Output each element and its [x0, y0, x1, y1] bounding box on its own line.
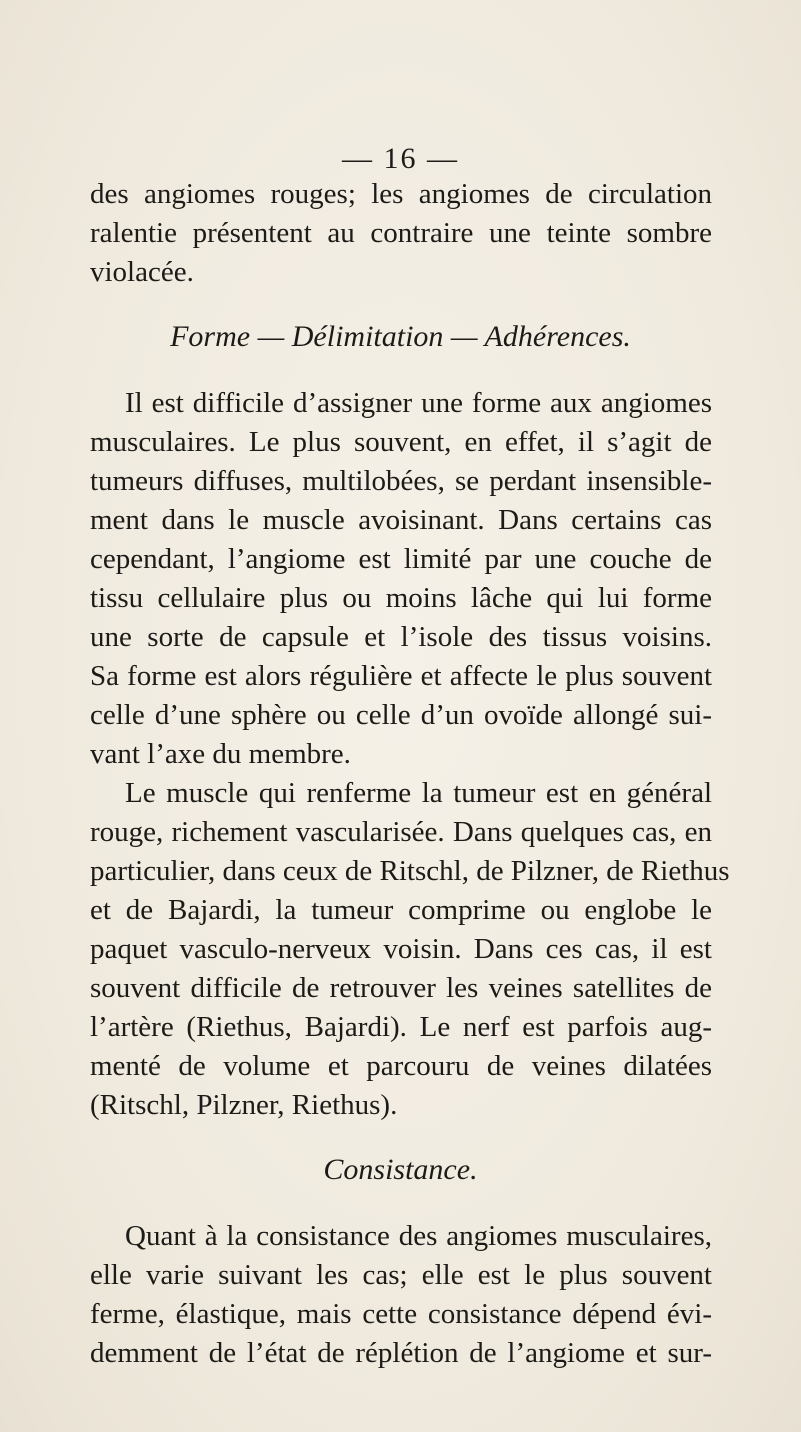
section-heading-forme: Forme — Délimitation — Adhérences. — [170, 320, 631, 353]
text-line: musculaires. Le plus souvent, en effet, il s’agit de — [90, 426, 712, 458]
text-line: demment de l’état de réplétion de l’angiome et sur- — [90, 1337, 712, 1369]
text-line: des angiomes rouges; les angiomes de circulation — [90, 178, 712, 210]
text-line: cependant, l’angiome est limité par une couche de — [90, 543, 712, 575]
text-line: (Ritschl, Pilzner, Riethus). — [90, 1089, 398, 1121]
text-line: elle varie suivant les cas; elle est le plus souvent — [90, 1259, 712, 1291]
page-number: — 16 — — [342, 142, 459, 175]
text-line: ment dans le muscle avoisinant. Dans certains cas — [90, 504, 712, 536]
text-line: Le muscle qui renferme la tumeur est en général — [125, 777, 712, 809]
text-line: particulier, dans ceux de Ritschl, de Pilzner, de Riethus — [90, 855, 730, 887]
text-line: ralentie présentent au contraire une teinte sombre — [90, 217, 712, 249]
section-heading-consistance: Consistance. — [323, 1153, 478, 1186]
text-line: celle d’une sphère ou celle d’un ovoïde allongé sui- — [90, 699, 712, 731]
text-line: menté de volume et parcouru de veines dilatées — [90, 1050, 712, 1082]
text-line: vant l’axe du membre. — [90, 738, 351, 770]
text-line: violacée. — [90, 256, 194, 288]
text-line: Quant à la consistance des angiomes musculaires, — [125, 1220, 712, 1252]
text-line: et de Bajardi, la tumeur comprime ou englobe le — [90, 894, 712, 926]
text-line: tissu cellulaire plus ou moins lâche qui lui forme — [90, 582, 712, 614]
text-line: Sa forme est alors régulière et affecte le plus souvent — [90, 660, 712, 692]
text-line: rouge, richement vascularisée. Dans quelques cas, en — [90, 816, 712, 848]
text-line: une sorte de capsule et l’isole des tissus voisins. — [90, 621, 712, 653]
text-line: ferme, élastique, mais cette consistance dépend évi- — [90, 1298, 712, 1330]
text-line: souvent difficile de retrouver les veines satellites de — [90, 972, 712, 1004]
text-line: Il est difficile d’assigner une forme aux angiomes — [125, 387, 712, 419]
text-line: l’artère (Riethus, Bajardi). Le nerf est parfois aug- — [90, 1011, 712, 1043]
text-line: paquet vasculo-nerveux voisin. Dans ces cas, il est — [90, 933, 712, 965]
text-line: tumeurs diffuses, multilobées, se perdant insensible- — [90, 465, 712, 497]
